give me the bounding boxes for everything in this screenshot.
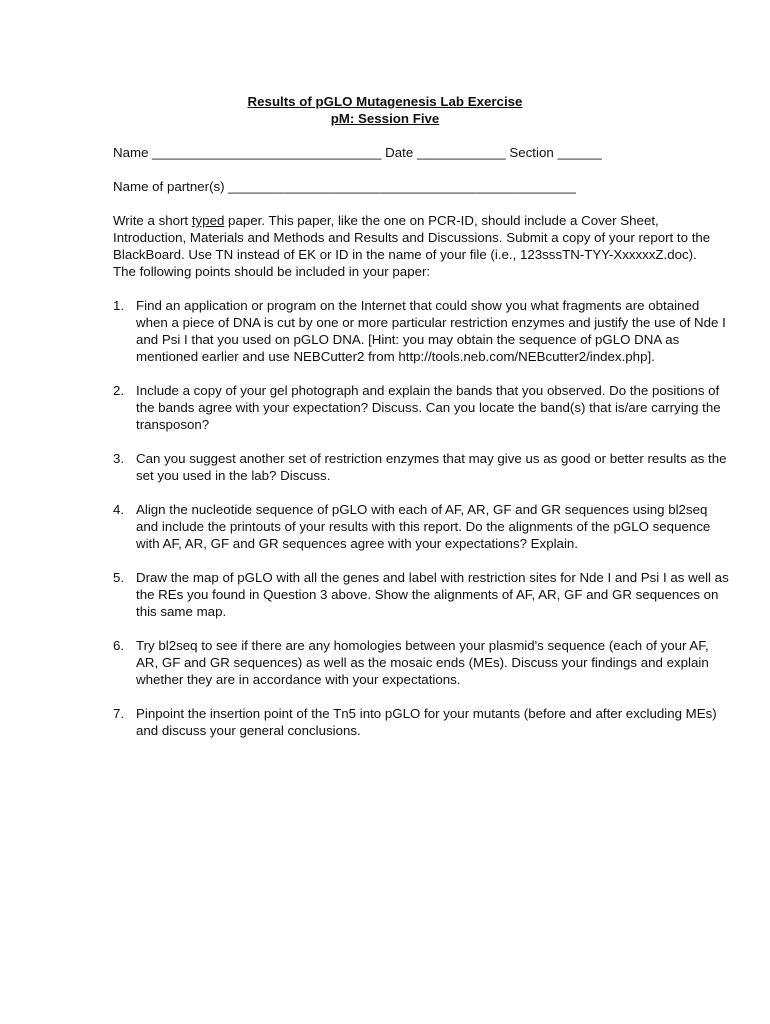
requirements-list (113, 297, 733, 739)
item-number: 4. (113, 502, 125, 517)
name-label: Name (113, 145, 149, 160)
item-text: Include a copy of your gel photograph and explain the bands that you observed. Do the positions of the bands agree with your expectation? Discuss. Can you locate the band(s) that is/are carrying the transposon? (136, 383, 721, 432)
item-number: 7. (113, 706, 125, 721)
item-text: Try bl2seq to see if there are any homologies between your plasmid's sequence (each of your AF, AR, GF and GR sequences) as well as the mosaic ends (MEs). Discuss your findings and explain whether they are in accordance with your expectations. (136, 638, 709, 687)
list-item (113, 501, 733, 552)
section-blank: ______ (557, 145, 602, 160)
item-text: Pinpoint the insertion point of the Tn5 into pGLO for your mutants (before and after excluding MEs) and discuss your general conclusions. (136, 706, 717, 738)
section-label: Section (509, 145, 554, 160)
document-subtitle: pM: Session Five (330, 111, 440, 126)
list-item (113, 637, 733, 688)
item-number: 1. (113, 298, 125, 313)
item-text: Align the nucleotide sequence of pGLO with each of AF, AR, GF and GR sequences using bl2seq and include the printouts of your results with this report. Do the alignments of the pGLO sequence with AF, AR, GF and GR sequences agree with your expectations? Explain. (136, 502, 711, 551)
intro-after: paper. This paper, like the one on PCR-ID, should include a Cover Sheet, Introduction, Materials and Methods and Results and Discussions. Submit a copy of your report to the BlackBoard. Use TN instead of EK or ID in the name of your file (i.e., 123sssTN-TYY-XxxxxxZ.doc). The following points should be included in your paper: (113, 213, 711, 279)
list-item (113, 382, 733, 433)
partners-label: Name of partner(s) (113, 179, 225, 194)
document-title: Results of pGLO Mutagenesis Lab Exercise (247, 94, 523, 109)
item-number: 2. (113, 383, 125, 398)
item-text: Find an application or program on the Internet that could show you what fragments are obtained when a piece of DNA is cut by one or more particular restriction enzymes and justify the use of Nde I and Psi I that you used on pGLO DNA. [Hint: you may obtain the sequence of pGLO DNA as mentioned earlier and use NEBCutter2 from http://tools.neb.com/NEBcutter2/index.php]. (136, 298, 726, 364)
partners-blank: _______________________________________________ (228, 179, 576, 194)
intro-paragraph (113, 212, 723, 280)
list-item (113, 450, 733, 484)
item-number: 3. (113, 451, 125, 466)
list-item (113, 705, 733, 739)
item-text: Can you suggest another set of restriction enzymes that may give us as good or better results as the set you used in the lab? Discuss. (136, 451, 727, 483)
date-label: Date (385, 145, 414, 160)
list-item (113, 297, 733, 365)
name-date-section-line (113, 144, 602, 161)
item-number: 5. (113, 570, 125, 585)
item-number: 6. (113, 638, 125, 653)
intro-emphasis: typed (191, 213, 225, 228)
partners-line (113, 178, 576, 195)
intro-before: Write a short (113, 213, 192, 228)
name-blank: _______________________________ (152, 145, 382, 160)
item-text: Draw the map of pGLO with all the genes and label with restriction sites for Nde I and Psi I as well as the REs you found in Question 3 above. Show the alignments of AF, AR, GF and GR sequences on this same map. (136, 570, 729, 619)
date-blank: ____________ (416, 145, 506, 160)
list-item (113, 569, 733, 620)
title-block (0, 93, 770, 127)
